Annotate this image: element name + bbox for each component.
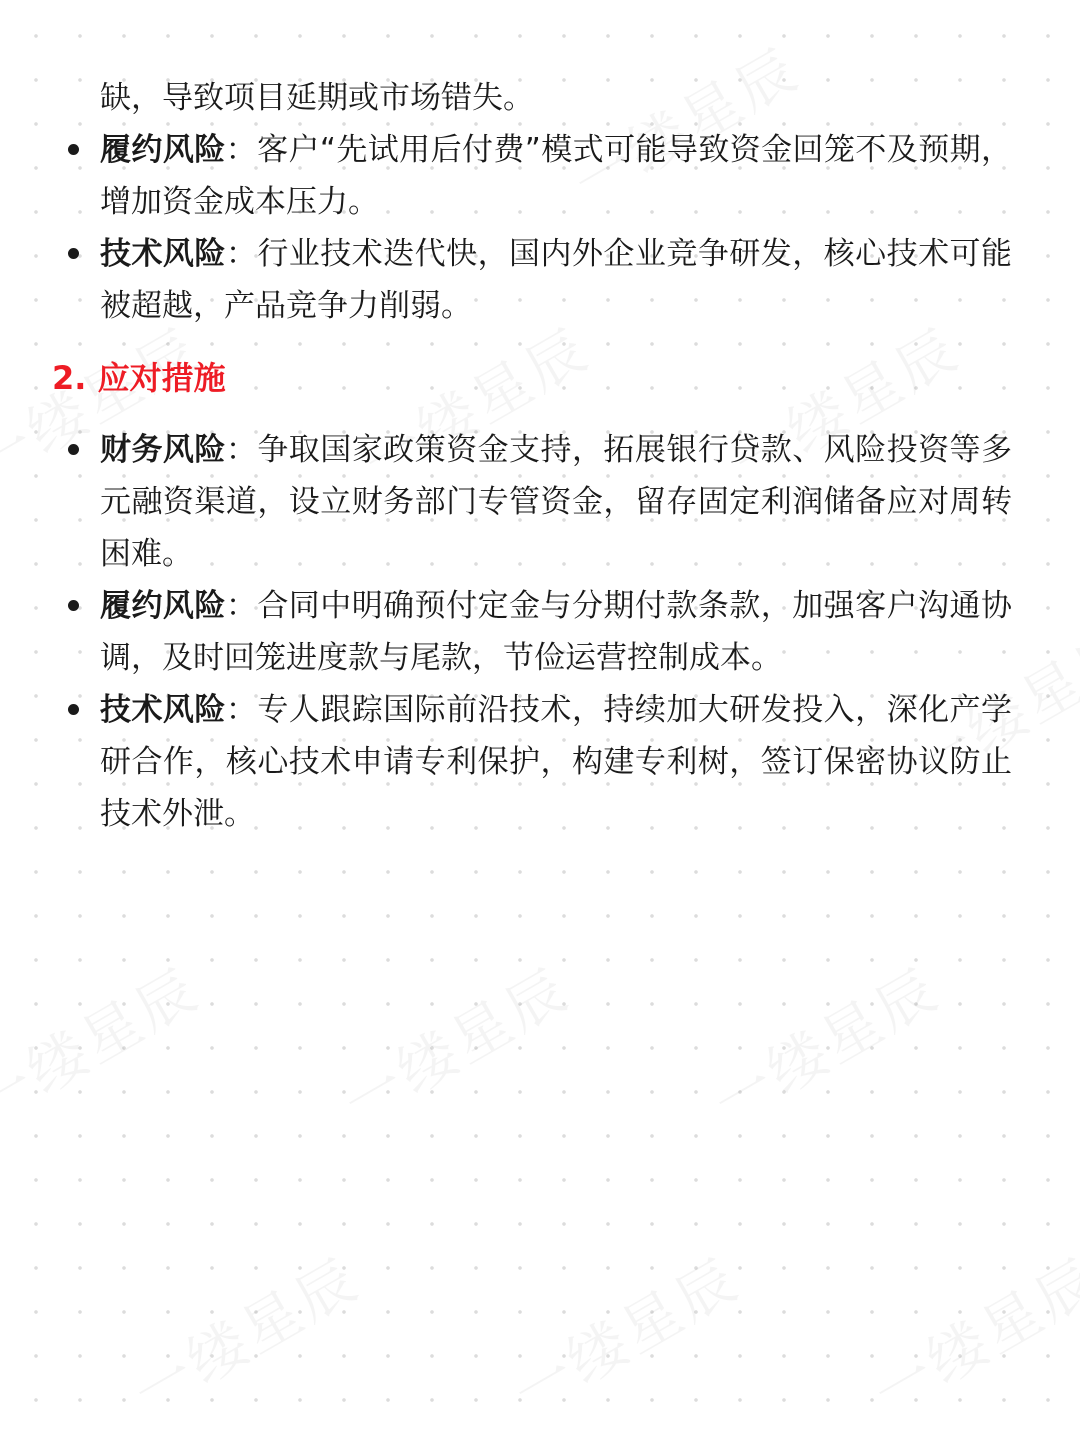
item-term: 技术风险	[100, 692, 226, 728]
list-item	[0, 424, 1080, 580]
watermark	[856, 1234, 1080, 1431]
watermark	[496, 1234, 753, 1431]
item-text: 争取国家政策资金支持，拓展银行贷款、风险投资等多元融资渠道，设立财务部门专管资金，留存固定利润储备应对周转困难。	[100, 432, 1013, 572]
watermark	[116, 1234, 373, 1431]
item-term: 技术风险	[100, 236, 226, 272]
bullet-icon	[68, 248, 79, 259]
section-heading: 2. 应对措施	[52, 359, 226, 397]
list-item	[0, 124, 1080, 228]
watermark	[0, 944, 212, 1141]
bullet-icon	[68, 444, 79, 455]
item-colon: ：	[225, 432, 258, 468]
item-text: 专人跟踪国际前沿技术，持续加大研发投入，深化产学研合作，核心技术申请专利保护，构建专利树，签订保密协议防止技术外泄。	[100, 692, 1013, 832]
list-item	[0, 228, 1080, 332]
measure-list	[0, 424, 1080, 840]
list-item	[0, 684, 1080, 840]
list-item	[0, 580, 1080, 684]
item-colon: ：	[225, 132, 258, 168]
item-term: 履约风险	[100, 588, 226, 624]
bullet-icon	[68, 144, 79, 155]
item-colon: ：	[225, 692, 258, 728]
bullet-icon	[68, 600, 79, 611]
item-colon: ：	[225, 236, 258, 272]
continuation-text: 缺，导致项目延期或市场错失。	[100, 80, 534, 116]
item-text: 客户“先试用后付费”模式可能导致资金回笼不及预期，增加资金成本压力。	[100, 132, 1013, 220]
item-text: 合同中明确预付定金与分期付款条款，加强客户沟通协调，及时回笼进度款与尾款，节俭运营控制成本。	[100, 588, 1013, 676]
item-text: 行业技术迭代快，国内外企业竞争研发，核心技术可能被超越，产品竞争力削弱。	[100, 236, 1013, 324]
risk-list	[0, 124, 1080, 332]
item-term: 财务风险	[100, 432, 226, 468]
watermark	[696, 944, 953, 1141]
item-colon: ：	[225, 588, 258, 624]
item-term: 履约风险	[100, 132, 226, 168]
watermark	[326, 944, 583, 1141]
bullet-icon	[68, 704, 79, 715]
